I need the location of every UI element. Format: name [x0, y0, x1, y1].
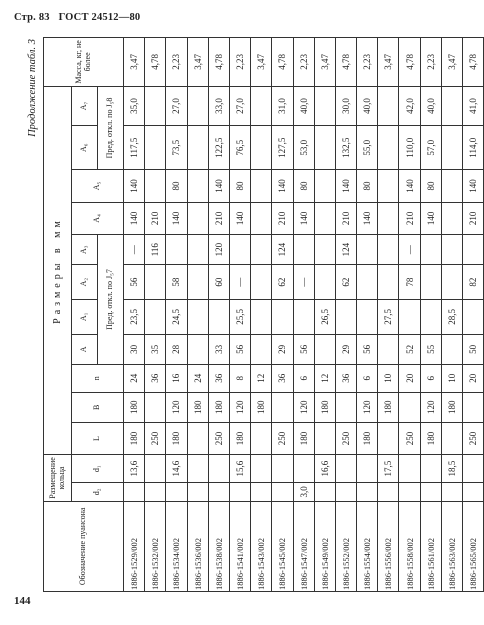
table-row	[357, 38, 378, 592]
cell-A	[314, 334, 335, 364]
cell-n: 20	[399, 364, 420, 392]
col-n: n	[72, 364, 124, 392]
cell-A6	[441, 126, 462, 170]
cell-B: 180	[187, 392, 208, 422]
table-row	[335, 38, 356, 592]
cell-A5: 80	[420, 170, 441, 202]
cell-A1: 28,5	[441, 300, 462, 335]
col-A6: A₆	[72, 126, 98, 170]
cell-A	[441, 334, 462, 364]
cell-des: 1886-1558/002	[399, 501, 420, 591]
col-L: L	[72, 422, 124, 454]
cell-A6: 117,5	[124, 126, 145, 170]
cell-A1	[187, 300, 208, 335]
cell-d2	[251, 483, 272, 502]
cell-A5: 140	[399, 170, 420, 202]
cell-des: 1886-1545/002	[272, 501, 293, 591]
cell-mass: 3,47	[314, 38, 335, 87]
cell-A5	[378, 170, 399, 202]
cell-A5: 80	[229, 170, 250, 202]
cell-d2	[187, 483, 208, 502]
cell-d1	[420, 455, 441, 483]
cell-A7: 35,0	[124, 86, 145, 125]
cell-A6: 122,5	[208, 126, 229, 170]
cell-A6	[187, 126, 208, 170]
cell-B: 180	[314, 392, 335, 422]
col-B: B	[72, 392, 124, 422]
cell-A2: 62	[335, 265, 356, 300]
cell-A3: 120	[208, 235, 229, 265]
cell-d2	[166, 483, 187, 502]
cell-B: 120	[357, 392, 378, 422]
dimensions-table	[43, 37, 484, 592]
cell-d2	[399, 483, 420, 502]
cell-L: 250	[399, 422, 420, 454]
cell-A4	[251, 202, 272, 234]
table-row	[251, 38, 272, 592]
cell-d1	[208, 455, 229, 483]
cell-mass: 3,47	[187, 38, 208, 87]
cell-A2	[145, 265, 166, 300]
cell-A7: 27,0	[166, 86, 187, 125]
cell-des: 1886-1554/002	[357, 501, 378, 591]
cell-d2: 3,0	[293, 483, 314, 502]
cell-mass: 2,23	[229, 38, 250, 87]
cell-A5	[145, 170, 166, 202]
cell-des: 1886-1549/002	[314, 501, 335, 591]
cell-L	[314, 422, 335, 454]
cell-n: 10	[441, 364, 462, 392]
cell-des: 1886-1541/002	[229, 501, 250, 591]
cell-A3	[463, 235, 484, 265]
cell-A3	[293, 235, 314, 265]
col-A4: A₄	[72, 202, 124, 234]
cell-n: 24	[187, 364, 208, 392]
cell-A4: 140	[124, 202, 145, 234]
cell-A4: 140	[420, 202, 441, 234]
cell-A2: 58	[166, 265, 187, 300]
table-row	[166, 38, 187, 592]
cell-A4: 210	[399, 202, 420, 234]
cell-n: 6	[357, 364, 378, 392]
cell-A7: 31,0	[272, 86, 293, 125]
cell-A3	[251, 235, 272, 265]
cell-d2	[124, 483, 145, 502]
col-A1: A₁	[72, 300, 98, 335]
cell-A7	[314, 86, 335, 125]
cell-A1	[251, 300, 272, 335]
cell-A3: 124	[335, 235, 356, 265]
cell-A3	[357, 235, 378, 265]
cell-A	[187, 334, 208, 364]
table-row	[463, 38, 484, 592]
tol-js8: Пред. откл. по J₅8	[98, 86, 124, 169]
tol-js7: Пред. откл. по J₅7	[98, 235, 124, 365]
cell-A1	[399, 300, 420, 335]
cell-A6: 76,5	[229, 126, 250, 170]
cell-d1	[251, 455, 272, 483]
cell-n: 24	[124, 364, 145, 392]
cell-d1	[145, 455, 166, 483]
cell-A4: 210	[335, 202, 356, 234]
cell-d2	[272, 483, 293, 502]
cell-A6: 53,0	[293, 126, 314, 170]
cell-d1	[272, 455, 293, 483]
cell-A7: 33,0	[208, 86, 229, 125]
cell-L: 180	[420, 422, 441, 454]
cell-A4: 140	[229, 202, 250, 234]
cell-des: 1886-1547/002	[293, 501, 314, 591]
cell-n: 12	[314, 364, 335, 392]
cell-A4	[441, 202, 462, 234]
cell-A1: 23,5	[124, 300, 145, 335]
cell-A7: 41,0	[463, 86, 484, 125]
cell-B: 180	[208, 392, 229, 422]
cell-B: 120	[420, 392, 441, 422]
cell-n: 36	[272, 364, 293, 392]
cell-A7	[187, 86, 208, 125]
cell-A1: 26,5	[314, 300, 335, 335]
cell-B: 120	[229, 392, 250, 422]
cell-d2	[378, 483, 399, 502]
cell-L: 250	[463, 422, 484, 454]
cell-mass: 2,23	[420, 38, 441, 87]
cell-A6: 110,0	[399, 126, 420, 170]
cell-d1: 14,6	[166, 455, 187, 483]
cell-A: 52	[399, 334, 420, 364]
cell-mass: 3,47	[441, 38, 462, 87]
cell-A3	[441, 235, 462, 265]
cell-B: 180	[441, 392, 462, 422]
cell-A2	[420, 265, 441, 300]
cell-d2	[420, 483, 441, 502]
cell-n: 16	[166, 364, 187, 392]
cell-mass: 4,78	[463, 38, 484, 87]
cell-A4: 140	[357, 202, 378, 234]
cell-A: 56	[357, 334, 378, 364]
cell-A3: —	[399, 235, 420, 265]
col-d2: d₂	[72, 483, 124, 502]
cell-d1: 15,6	[229, 455, 250, 483]
cell-A1	[145, 300, 166, 335]
cell-d2	[145, 483, 166, 502]
cell-des: 1886-1536/002	[187, 501, 208, 591]
cell-A6: 127,5	[272, 126, 293, 170]
cell-n: 36	[145, 364, 166, 392]
cell-B	[335, 392, 356, 422]
cell-A5	[441, 170, 462, 202]
cell-mass: 4,78	[208, 38, 229, 87]
cell-A4	[187, 202, 208, 234]
cell-A4: 210	[463, 202, 484, 234]
cell-des: 1886-1563/002	[441, 501, 462, 591]
cell-A6	[145, 126, 166, 170]
cell-A: 28	[166, 334, 187, 364]
cell-A3: 124	[272, 235, 293, 265]
cell-n: 8	[229, 364, 250, 392]
cell-d2	[335, 483, 356, 502]
cell-A	[251, 334, 272, 364]
cell-des: 1886-1552/002	[335, 501, 356, 591]
cell-B	[145, 392, 166, 422]
cell-A1: 24,5	[166, 300, 187, 335]
rotated-table-area	[25, 37, 479, 592]
cell-A5	[251, 170, 272, 202]
cell-A3	[420, 235, 441, 265]
cell-A1	[357, 300, 378, 335]
cell-A7	[145, 86, 166, 125]
cell-L: 180	[293, 422, 314, 454]
cell-A6	[378, 126, 399, 170]
cell-A2: 62	[272, 265, 293, 300]
col-A7: A₇	[72, 86, 98, 125]
cell-mass: 4,78	[145, 38, 166, 87]
cell-des: 1886-1543/002	[251, 501, 272, 591]
cell-A: 56	[293, 334, 314, 364]
cell-A4	[378, 202, 399, 234]
cell-L: 180	[166, 422, 187, 454]
cell-mass: 3,47	[124, 38, 145, 87]
cell-des: 1886-1538/002	[208, 501, 229, 591]
cell-d1	[357, 455, 378, 483]
cell-A2	[251, 265, 272, 300]
cell-d1	[187, 455, 208, 483]
cell-mass: 4,78	[335, 38, 356, 87]
cell-A1	[463, 300, 484, 335]
cell-L: 250	[272, 422, 293, 454]
col-A2: A₂	[72, 265, 98, 300]
table-row	[124, 38, 145, 592]
table-row	[272, 38, 293, 592]
cell-n: 12	[251, 364, 272, 392]
cell-A5: 140	[124, 170, 145, 202]
cell-A7	[441, 86, 462, 125]
cell-n: 36	[208, 364, 229, 392]
cell-A4: 210	[272, 202, 293, 234]
cell-A2	[314, 265, 335, 300]
cell-des: 1886-1565/002	[463, 501, 484, 591]
cell-d1: 18,5	[441, 455, 462, 483]
cell-A5: 80	[293, 170, 314, 202]
cell-n: 20	[463, 364, 484, 392]
cell-A5: 80	[357, 170, 378, 202]
cell-mass: 3,47	[378, 38, 399, 87]
cell-A: 50	[463, 334, 484, 364]
cell-d2	[357, 483, 378, 502]
cell-A4: 140	[293, 202, 314, 234]
table-row	[208, 38, 229, 592]
cell-des: 1886-1556/002	[378, 501, 399, 591]
header-page: Стр. 83	[14, 12, 50, 23]
cell-A1	[420, 300, 441, 335]
cell-A7	[378, 86, 399, 125]
cell-d1: 13,6	[124, 455, 145, 483]
cell-A3	[187, 235, 208, 265]
cell-d1	[293, 455, 314, 483]
cell-A7: 40,0	[420, 86, 441, 125]
cell-A5	[314, 170, 335, 202]
col-rings: Размещение кольца	[44, 455, 72, 501]
cell-B	[463, 392, 484, 422]
cell-B: 180	[251, 392, 272, 422]
col-designation: Обозначение пуансона	[44, 501, 124, 591]
cell-A6	[314, 126, 335, 170]
page-number: 144	[14, 595, 31, 607]
cell-A1: 27,5	[378, 300, 399, 335]
continuation-label: Продолжение табл. 3	[27, 39, 38, 137]
cell-A7	[251, 86, 272, 125]
cell-A3	[166, 235, 187, 265]
cell-A7: 30,0	[335, 86, 356, 125]
cell-n: 36	[335, 364, 356, 392]
cell-A1	[335, 300, 356, 335]
cell-A: 35	[145, 334, 166, 364]
cell-A4: 140	[166, 202, 187, 234]
cell-A1: 25,5	[229, 300, 250, 335]
cell-L: 250	[335, 422, 356, 454]
table-row	[399, 38, 420, 592]
cell-des: 1886-1529/002	[124, 501, 145, 591]
cell-A7: 27,0	[229, 86, 250, 125]
cell-A: 33	[208, 334, 229, 364]
cell-A3	[314, 235, 335, 265]
cell-A6: 114,0	[463, 126, 484, 170]
group-title: Размеры в мм	[44, 86, 72, 454]
cell-A6: 57,0	[420, 126, 441, 170]
cell-A2: —	[229, 265, 250, 300]
cell-B: 180	[378, 392, 399, 422]
cell-A7: 40,0	[293, 86, 314, 125]
cell-A2	[378, 265, 399, 300]
cell-A7: 40,0	[357, 86, 378, 125]
cell-A7: 42,0	[399, 86, 420, 125]
cell-mass: 2,23	[293, 38, 314, 87]
cell-d1: 16,6	[314, 455, 335, 483]
col-A5: A₅	[72, 170, 124, 202]
cell-A1	[272, 300, 293, 335]
cell-n: 10	[378, 364, 399, 392]
cell-d2	[229, 483, 250, 502]
cell-B: 120	[293, 392, 314, 422]
cell-d1: 17,5	[378, 455, 399, 483]
cell-A6: 132,5	[335, 126, 356, 170]
cell-A: 29	[335, 334, 356, 364]
cell-A2: —	[293, 265, 314, 300]
cell-n: 6	[420, 364, 441, 392]
cell-A1	[293, 300, 314, 335]
cell-L: 250	[208, 422, 229, 454]
table-row	[187, 38, 208, 592]
header-standard: ГОСТ 24512—80	[58, 12, 141, 23]
cell-A6: 73,5	[166, 126, 187, 170]
cell-n: 6	[293, 364, 314, 392]
col-A3: A₃	[72, 235, 98, 265]
cell-A3: 116	[145, 235, 166, 265]
table-container	[25, 37, 479, 592]
cell-d2	[314, 483, 335, 502]
cell-d2	[463, 483, 484, 502]
cell-A5: 140	[272, 170, 293, 202]
cell-A2: 82	[463, 265, 484, 300]
cell-L: 180	[357, 422, 378, 454]
cell-A3: —	[124, 235, 145, 265]
cell-B	[272, 392, 293, 422]
table-row	[229, 38, 250, 592]
cell-A5: 80	[166, 170, 187, 202]
cell-A5: 140	[208, 170, 229, 202]
cell-A5: 140	[463, 170, 484, 202]
cell-L	[378, 422, 399, 454]
cell-L	[187, 422, 208, 454]
cell-A3	[378, 235, 399, 265]
cell-B	[399, 392, 420, 422]
cell-A2	[441, 265, 462, 300]
cell-A2: 60	[208, 265, 229, 300]
cell-A: 55	[420, 334, 441, 364]
cell-d1	[335, 455, 356, 483]
cell-des: 1886-1534/002	[166, 501, 187, 591]
table-row	[441, 38, 462, 592]
cell-mass: 3,47	[251, 38, 272, 87]
cell-A6: 55,0	[357, 126, 378, 170]
cell-d1	[399, 455, 420, 483]
cell-mass: 4,78	[272, 38, 293, 87]
cell-A4	[314, 202, 335, 234]
cell-d2	[208, 483, 229, 502]
table-row	[420, 38, 441, 592]
cell-A2: 56	[124, 265, 145, 300]
cell-A4: 210	[208, 202, 229, 234]
cell-A4: 210	[145, 202, 166, 234]
cell-A1	[208, 300, 229, 335]
cell-L: 250	[145, 422, 166, 454]
cell-L: 180	[124, 422, 145, 454]
cell-A2	[187, 265, 208, 300]
cell-A2: 78	[399, 265, 420, 300]
cell-A5: 140	[335, 170, 356, 202]
table-row	[293, 38, 314, 592]
cell-mass: 2,23	[166, 38, 187, 87]
cell-mass: 4,78	[399, 38, 420, 87]
cell-B: 180	[124, 392, 145, 422]
cell-d2	[441, 483, 462, 502]
cell-des: 1886-1561/002	[420, 501, 441, 591]
cell-L	[251, 422, 272, 454]
cell-B: 120	[166, 392, 187, 422]
col-A: A	[72, 334, 98, 364]
cell-A: 30	[124, 334, 145, 364]
page-header	[14, 12, 146, 23]
cell-A5	[187, 170, 208, 202]
cell-A3	[229, 235, 250, 265]
col-d1: d₁	[72, 455, 124, 483]
table-row	[145, 38, 166, 592]
col-mass: Масса, кг, не более	[44, 38, 124, 87]
cell-L	[441, 422, 462, 454]
cell-A6	[251, 126, 272, 170]
table-row	[314, 38, 335, 592]
table-row	[378, 38, 399, 592]
cell-A: 56	[229, 334, 250, 364]
cell-L: 180	[229, 422, 250, 454]
cell-d1	[463, 455, 484, 483]
cell-A2	[357, 265, 378, 300]
cell-des: 1886-1532/002	[145, 501, 166, 591]
cell-mass: 2,23	[357, 38, 378, 87]
cell-A	[378, 334, 399, 364]
cell-A: 29	[272, 334, 293, 364]
